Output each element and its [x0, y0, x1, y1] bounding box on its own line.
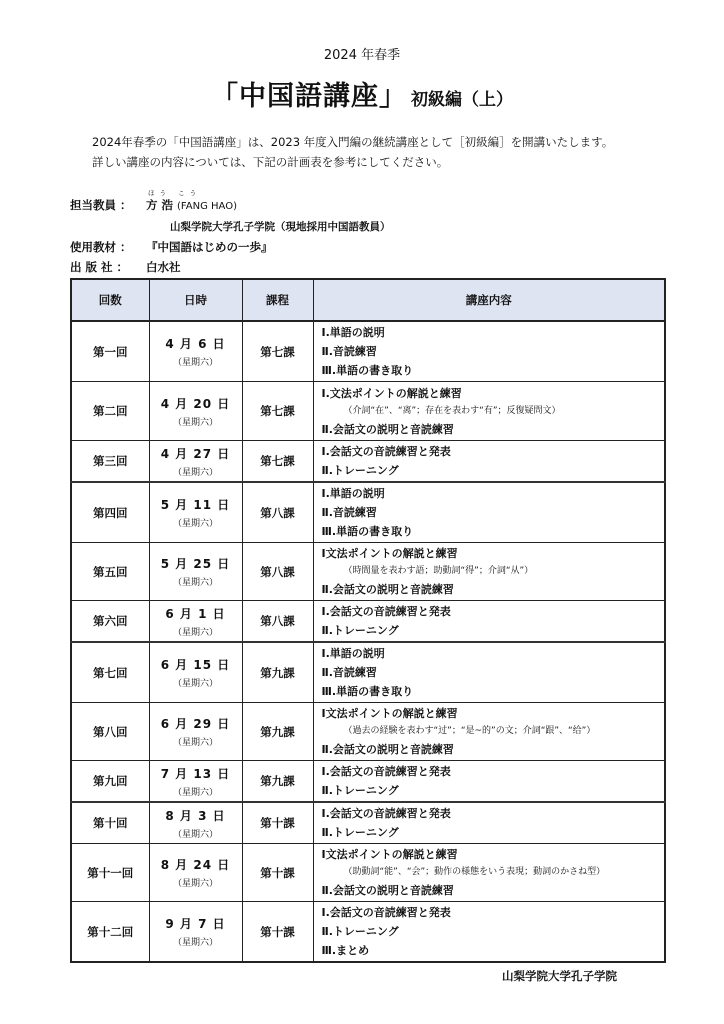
session-weekday: （星期六） — [172, 627, 218, 638]
session-number: 第三回 — [71, 441, 149, 483]
session-unit: 第九課 — [242, 761, 313, 803]
session-unit: 第七課 — [242, 382, 313, 441]
content-item: Ⅲ.単語の書き取り — [321, 685, 414, 698]
session-unit: 第九課 — [242, 703, 313, 761]
content-item: Ⅰ.会話文の音読練習と発表 — [321, 445, 451, 458]
table-row — [71, 802, 665, 844]
page-title — [0, 74, 724, 113]
session-weekday: （星期六） — [172, 829, 218, 840]
session-number: 第十二回 — [71, 902, 149, 963]
content-item: Ⅱ.会話文の説明と音読練習 — [321, 422, 454, 436]
textbook-row — [70, 239, 273, 255]
session-date-cell — [149, 703, 242, 761]
textbook-value: 『中国語はじめの一歩』 — [146, 240, 273, 254]
session-date: 8 月 3 日 — [165, 808, 226, 823]
session-weekday: （星期六） — [172, 519, 218, 529]
publisher-label: 出 版 社 ： — [70, 260, 129, 274]
session-date-cell — [149, 382, 242, 441]
schedule-table — [70, 278, 666, 963]
content-item: Ⅲ.まとめ — [321, 944, 370, 957]
session-date: 8 月 24 日 — [160, 858, 231, 872]
session-weekday: （星期六） — [172, 787, 218, 798]
session-unit: 第十課 — [242, 802, 313, 844]
intro-line: 2024年春季の「中国語講座」は、2023 年度入門編の継続講座として［初級編］を開講いたします。 — [92, 135, 614, 149]
content-item: Ⅰ文法ポイントの解説と練習 — [321, 707, 458, 720]
session-weekday: （星期六） — [172, 679, 218, 689]
session-number: 第十回 — [71, 802, 149, 844]
publisher-row — [70, 259, 181, 275]
table-row — [71, 321, 665, 382]
session-content — [313, 642, 665, 703]
header-content: 講座内容 — [313, 279, 665, 321]
table-row — [71, 642, 665, 703]
content-item: Ⅱ.音読練習 — [321, 666, 377, 679]
session-unit: 第八課 — [242, 482, 313, 543]
title-sub: 初級編（上） — [411, 90, 513, 110]
publisher-value: 白水社 — [146, 260, 181, 274]
session-date: 6 月 1 日 — [165, 606, 226, 621]
session-content — [313, 543, 665, 601]
session-number: 第七回 — [71, 642, 149, 703]
session-date-cell — [149, 441, 242, 483]
content-note: （介詞“在”、“离”；存在を表わす“有”；反復疑問文） — [343, 405, 561, 416]
session-number: 第八回 — [71, 703, 149, 761]
content-item: Ⅲ.単語の書き取り — [321, 525, 414, 538]
textbook-label: 使用教材 ： — [70, 240, 132, 254]
header-date: 日時 — [149, 279, 242, 321]
session-date-cell — [149, 601, 242, 643]
session-content — [313, 601, 665, 643]
session-date-cell — [149, 482, 242, 543]
session-date-cell — [149, 802, 242, 844]
session-weekday: （星期六） — [172, 578, 218, 588]
header-session: 回数 — [71, 279, 149, 321]
session-weekday: （星期六） — [172, 938, 218, 948]
content-item: Ⅱ.会話文の説明と音読練習 — [321, 884, 454, 897]
table-header-row — [71, 279, 665, 321]
session-date-cell — [149, 642, 242, 703]
session-number: 第五回 — [71, 543, 149, 601]
content-item: Ⅰ.会話文の音読練習と発表 — [321, 605, 451, 618]
content-item: Ⅱ.音読練習 — [321, 345, 377, 358]
session-number: 第二回 — [71, 382, 149, 441]
session-number: 第四回 — [71, 482, 149, 543]
content-item: Ⅰ.文法ポイントの解説と練習 — [321, 386, 462, 400]
table-row — [71, 382, 665, 441]
content-note: （時間量を表わす語；助動詞“得”；介詞“从”） — [343, 566, 534, 576]
session-content — [313, 321, 665, 382]
teacher-name: 方 浩 — [146, 198, 174, 212]
session-date: 6 月 29 日 — [160, 717, 231, 731]
session-date-cell — [149, 543, 242, 601]
session-weekday: （星期六） — [172, 358, 218, 368]
session-date: 6 月 15 日 — [160, 658, 231, 672]
session-date: 4 月 20 日 — [160, 396, 231, 411]
table-row — [71, 601, 665, 643]
session-content — [313, 761, 665, 803]
session-number: 第一回 — [71, 321, 149, 382]
content-item: Ⅱ.トレーニング — [321, 464, 399, 477]
session-content — [313, 382, 665, 441]
content-item: Ⅱ.会話文の説明と音読練習 — [321, 743, 454, 756]
intro-text — [92, 132, 692, 172]
session-content — [313, 441, 665, 483]
teacher-name-ruby: ほう こう — [148, 189, 202, 197]
session-unit: 第七課 — [242, 441, 313, 483]
content-item: Ⅰ.単語の説明 — [321, 326, 385, 339]
session-date-cell — [149, 761, 242, 803]
content-item: Ⅰ.会話文の音読練習と発表 — [321, 765, 451, 778]
content-item: Ⅰ文法ポイントの解説と練習 — [321, 848, 458, 861]
table-row — [71, 902, 665, 963]
table-row — [71, 703, 665, 761]
session-content — [313, 703, 665, 761]
session-weekday: （星期六） — [172, 417, 218, 428]
content-item: Ⅰ.単語の説明 — [321, 487, 385, 500]
schedule-body — [71, 321, 665, 962]
session-date: 4 月 27 日 — [160, 446, 231, 461]
content-item: Ⅱ.音読練習 — [321, 506, 377, 519]
content-item: Ⅱ.トレーニング — [321, 925, 399, 938]
session-unit: 第七課 — [242, 321, 313, 382]
table-row — [71, 761, 665, 803]
session-date: 5 月 25 日 — [160, 557, 231, 571]
session-date: 4 月 6 日 — [165, 337, 226, 351]
header-unit: 課程 — [242, 279, 313, 321]
content-item: Ⅱ.トレーニング — [321, 784, 399, 797]
season-label: 2024 年春季 — [323, 48, 401, 63]
session-number: 第十一回 — [71, 844, 149, 902]
session-date-cell — [149, 321, 242, 382]
content-note: （過去の経験を表わす“过”；“是~的”の文；介詞“跟”、“给”） — [343, 726, 596, 736]
content-item: Ⅰ文法ポイントの解説と練習 — [321, 547, 458, 560]
session-weekday: （星期六） — [172, 879, 218, 889]
session-date-cell — [149, 902, 242, 963]
session-content — [313, 902, 665, 963]
session-weekday: （星期六） — [172, 467, 218, 478]
session-weekday: （星期六） — [172, 738, 218, 748]
session-number: 第九回 — [71, 761, 149, 803]
session-date: 5 月 11 日 — [160, 498, 231, 512]
session-unit: 第八課 — [242, 601, 313, 643]
content-note: （助動詞“能”、“会”；動作の様態をいう表現；動詞のかさね型） — [343, 867, 606, 877]
session-content — [313, 844, 665, 902]
session-unit: 第十課 — [242, 902, 313, 963]
content-item: Ⅰ.単語の説明 — [321, 647, 385, 660]
session-date: 7 月 13 日 — [160, 766, 231, 781]
session-unit: 第九課 — [242, 642, 313, 703]
session-content — [313, 802, 665, 844]
teacher-label: 担当教員 ： — [70, 198, 132, 212]
content-item: Ⅱ.トレーニング — [321, 624, 399, 637]
session-date: 9 月 7 日 — [165, 917, 226, 931]
content-item: Ⅱ.トレーニング — [321, 826, 399, 839]
session-number: 第六回 — [71, 601, 149, 643]
table-row — [71, 844, 665, 902]
content-item: Ⅱ.会話文の説明と音読練習 — [321, 583, 454, 596]
table-row — [71, 543, 665, 601]
teacher-affiliation: 山梨学院大学孔子学院（現地採用中国語教員） — [170, 221, 391, 233]
title-main: 「中国語講座」 — [211, 81, 407, 112]
teacher-name-en: (FANG HAO) — [177, 201, 237, 212]
intro-line: 詳しい講座の内容については、下記の計画表を参考にしてください。 — [92, 155, 449, 169]
session-unit: 第十課 — [242, 844, 313, 902]
table-row — [71, 441, 665, 483]
content-item: Ⅰ.会話文の音読練習と発表 — [321, 906, 451, 919]
session-unit: 第八課 — [242, 543, 313, 601]
session-date-cell — [149, 844, 242, 902]
content-item: Ⅰ.会話文の音読練習と発表 — [321, 807, 451, 820]
teacher-row — [70, 197, 237, 213]
session-content — [313, 482, 665, 543]
table-row — [71, 482, 665, 543]
content-item: Ⅲ.単語の書き取り — [321, 364, 414, 377]
footer-institution: 山梨学院大学孔子学院 — [502, 969, 617, 983]
